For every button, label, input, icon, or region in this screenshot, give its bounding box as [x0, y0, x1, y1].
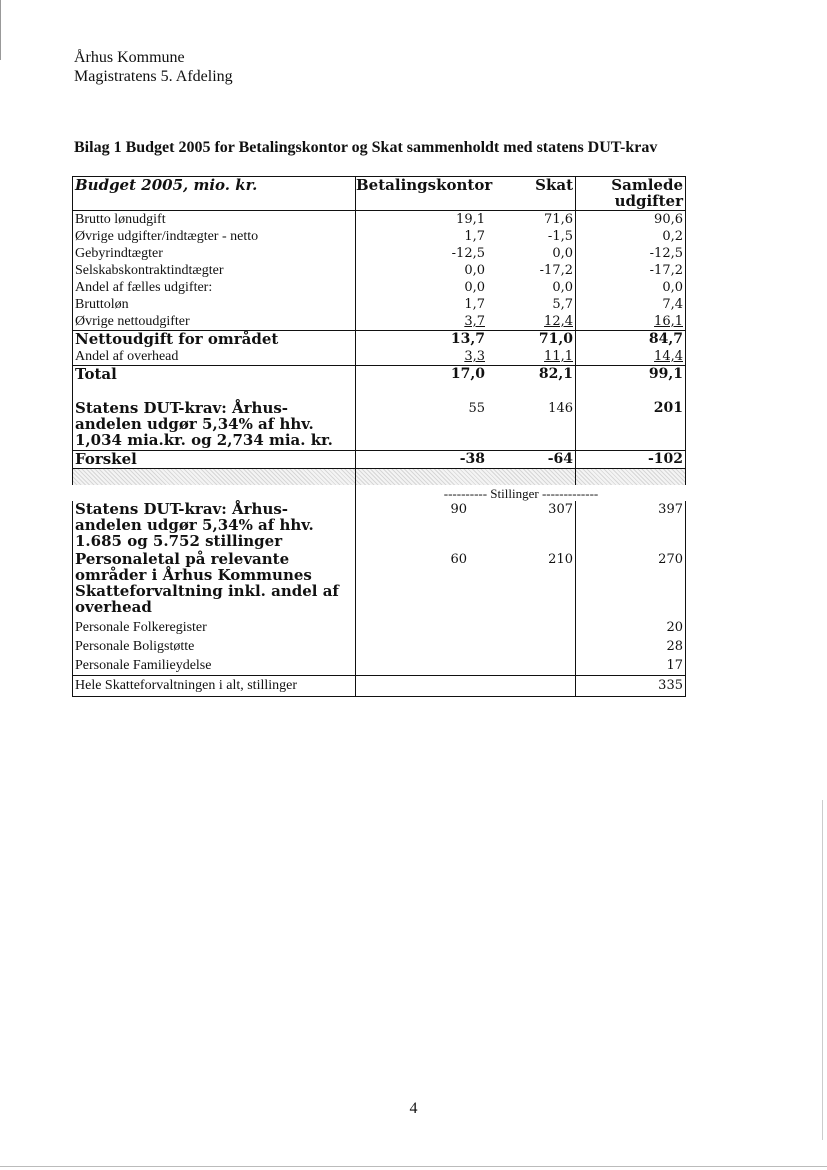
- cell-betalingskontor: 0,0: [464, 263, 485, 278]
- separator-cell: [356, 469, 487, 485]
- table-row: [72, 245, 686, 262]
- cell-samlede: 84,7: [576, 331, 686, 348]
- row-label: Øvrige nettoudgifter: [72, 313, 356, 330]
- cell-skat: 307: [487, 501, 576, 551]
- table-row: [72, 657, 686, 676]
- table-row: [72, 211, 686, 228]
- cell-skat: 210: [487, 551, 576, 619]
- header-skat: Skat: [487, 177, 576, 210]
- table-row-dut-krav: [72, 400, 686, 450]
- row-label: Forskel: [72, 451, 356, 468]
- cell-betalingskontor: 0,0: [464, 280, 485, 295]
- cell-samlede: 16,1: [576, 313, 686, 330]
- row-label: Personale Folkeregister: [72, 619, 356, 638]
- table-row: [72, 313, 686, 330]
- table-row: [72, 619, 686, 638]
- cell-betalingskontor: 3,3: [464, 349, 485, 364]
- cell-betalingskontor: -12,5: [451, 246, 485, 261]
- organization-name: Århus Kommune: [74, 49, 185, 66]
- table-row: [72, 296, 686, 313]
- cell-betalingskontor: 55: [468, 401, 485, 416]
- cell-betalingskontor: -38: [459, 451, 485, 467]
- stillinger-divider-row: [72, 485, 686, 501]
- cell-betalingskontor: 3,7: [464, 314, 485, 329]
- row-label: Øvrige udgifter/indtægter - netto: [72, 228, 356, 245]
- cell-samlede: 201: [576, 400, 686, 450]
- cell-skat: 0,0: [487, 245, 576, 262]
- cell-samlede: 397: [576, 501, 686, 551]
- divider-blank: [72, 485, 356, 501]
- cell-betalingskontor: 17,0: [450, 366, 485, 382]
- stillinger-label: ---------- Stillinger -------------: [443, 486, 599, 501]
- cell-betalingskontor: [356, 638, 487, 657]
- table-row-subtotal: [72, 330, 686, 348]
- row-label: Andel af fælles udgifter:: [72, 279, 356, 296]
- cell-betalingskontor: [356, 619, 487, 638]
- cell-skat: [487, 657, 576, 675]
- cell-betalingskontor: [356, 657, 487, 675]
- row-label: Nettoudgift for området: [72, 331, 356, 348]
- scan-edge-mark: [822, 800, 823, 1140]
- cell-samlede: 20: [576, 619, 686, 638]
- page-number: 4: [409, 1100, 418, 1117]
- row-label: Selskabskontraktindtægter: [72, 262, 356, 279]
- table-header-row: [72, 176, 686, 211]
- cell-skat: 146: [487, 400, 576, 450]
- cell-betalingskontor: 60: [450, 552, 467, 567]
- cell-samlede: 335: [576, 676, 686, 696]
- cell-betalingskontor-skat: [356, 676, 577, 696]
- table-row: [72, 262, 686, 279]
- row-label: Statens DUT-krav: Århus-andelen udgør 5,34% af hhv. 1.685 og 5.752 stillinger: [72, 501, 356, 551]
- cell-samlede: 0,0: [576, 279, 686, 296]
- separator-cell: [487, 469, 576, 485]
- cell-skat: -64: [487, 451, 576, 468]
- cell-samlede: -12,5: [576, 245, 686, 262]
- cell-samlede: 28: [576, 638, 686, 657]
- document-title: Bilag 1 Budget 2005 for Betalingskontor og Skat sammenholdt med statens DUT-krav: [74, 139, 658, 156]
- cell-samlede: -102: [576, 451, 686, 468]
- table-row-total-staff: [72, 676, 686, 697]
- row-label: Bruttoløn: [72, 296, 356, 313]
- cell-samlede: 270: [576, 551, 686, 619]
- cell-skat: 71,6: [487, 211, 576, 228]
- cell-skat: 11,1: [487, 348, 576, 365]
- cell-samlede: 17: [576, 657, 686, 675]
- row-label: Statens DUT-krav: Århus-andelen udgør 5,34% af hhv. 1,034 mia.kr. og 2,734 mia. kr.: [72, 400, 356, 450]
- cell-betalingskontor: 13,7: [450, 331, 485, 347]
- cell-skat: [487, 638, 576, 657]
- cell-samlede: 0,2: [576, 228, 686, 245]
- row-label: Personale Boligstøtte: [72, 638, 356, 657]
- table-row-forskel: [72, 450, 686, 469]
- header-betalingskontor: Betalingskontor: [356, 176, 493, 194]
- cell-skat: 82,1: [487, 366, 576, 400]
- row-label: Personale Familieydelse: [72, 657, 356, 675]
- cell-samlede: -17,2: [576, 262, 686, 279]
- cell-betalingskontor: 19,1: [456, 212, 485, 227]
- row-label: Andel af overhead: [72, 348, 356, 365]
- cell-skat: 12,4: [487, 313, 576, 330]
- cell-skat: [487, 619, 576, 638]
- table-row: [72, 228, 686, 245]
- row-label: Total: [72, 366, 356, 400]
- row-label: Brutto lønudgift: [72, 211, 356, 228]
- budget-table: [72, 176, 686, 697]
- cell-betalingskontor: 1,7: [464, 229, 485, 244]
- cell-skat: 5,7: [487, 296, 576, 313]
- footer-rule: [0, 1166, 827, 1167]
- cell-samlede: 90,6: [576, 211, 686, 228]
- table-row-staff-dut: [72, 501, 686, 551]
- table-row-total: [72, 365, 686, 400]
- cell-betalingskontor: 90: [450, 502, 467, 517]
- table-row: [72, 279, 686, 296]
- cell-skat: -1,5: [487, 228, 576, 245]
- cell-skat: -17,2: [487, 262, 576, 279]
- table-row: [72, 348, 686, 365]
- table-row: [72, 638, 686, 657]
- shaded-separator-row: [72, 469, 686, 485]
- header-samlede-udgifter: Samlede udgifter: [576, 177, 686, 210]
- cell-skat: 71,0: [487, 331, 576, 348]
- scan-edge-mark: [0, 0, 1, 60]
- department-name: Magistratens 5. Afdeling: [74, 68, 233, 85]
- separator-cell: [72, 469, 356, 485]
- cell-samlede: 7,4: [576, 296, 686, 313]
- header-budget-label: Budget 2005, mio. kr.: [72, 177, 356, 210]
- document-header: [74, 48, 233, 86]
- separator-cell: [576, 469, 686, 485]
- cell-skat: 0,0: [487, 279, 576, 296]
- table-row-staff-personaletal: [72, 551, 686, 619]
- cell-samlede: 99,1: [576, 366, 686, 400]
- row-label: Personaletal på relevante områder i Århus Kommunes Skatteforvaltning inkl. andel af overhead: [72, 551, 356, 619]
- row-label: Gebyrindtægter: [72, 245, 356, 262]
- cell-samlede: 14,4: [576, 348, 686, 365]
- row-label: Hele Skatteforvaltningen i alt, stillinger: [72, 676, 356, 696]
- cell-betalingskontor: 1,7: [464, 297, 485, 312]
